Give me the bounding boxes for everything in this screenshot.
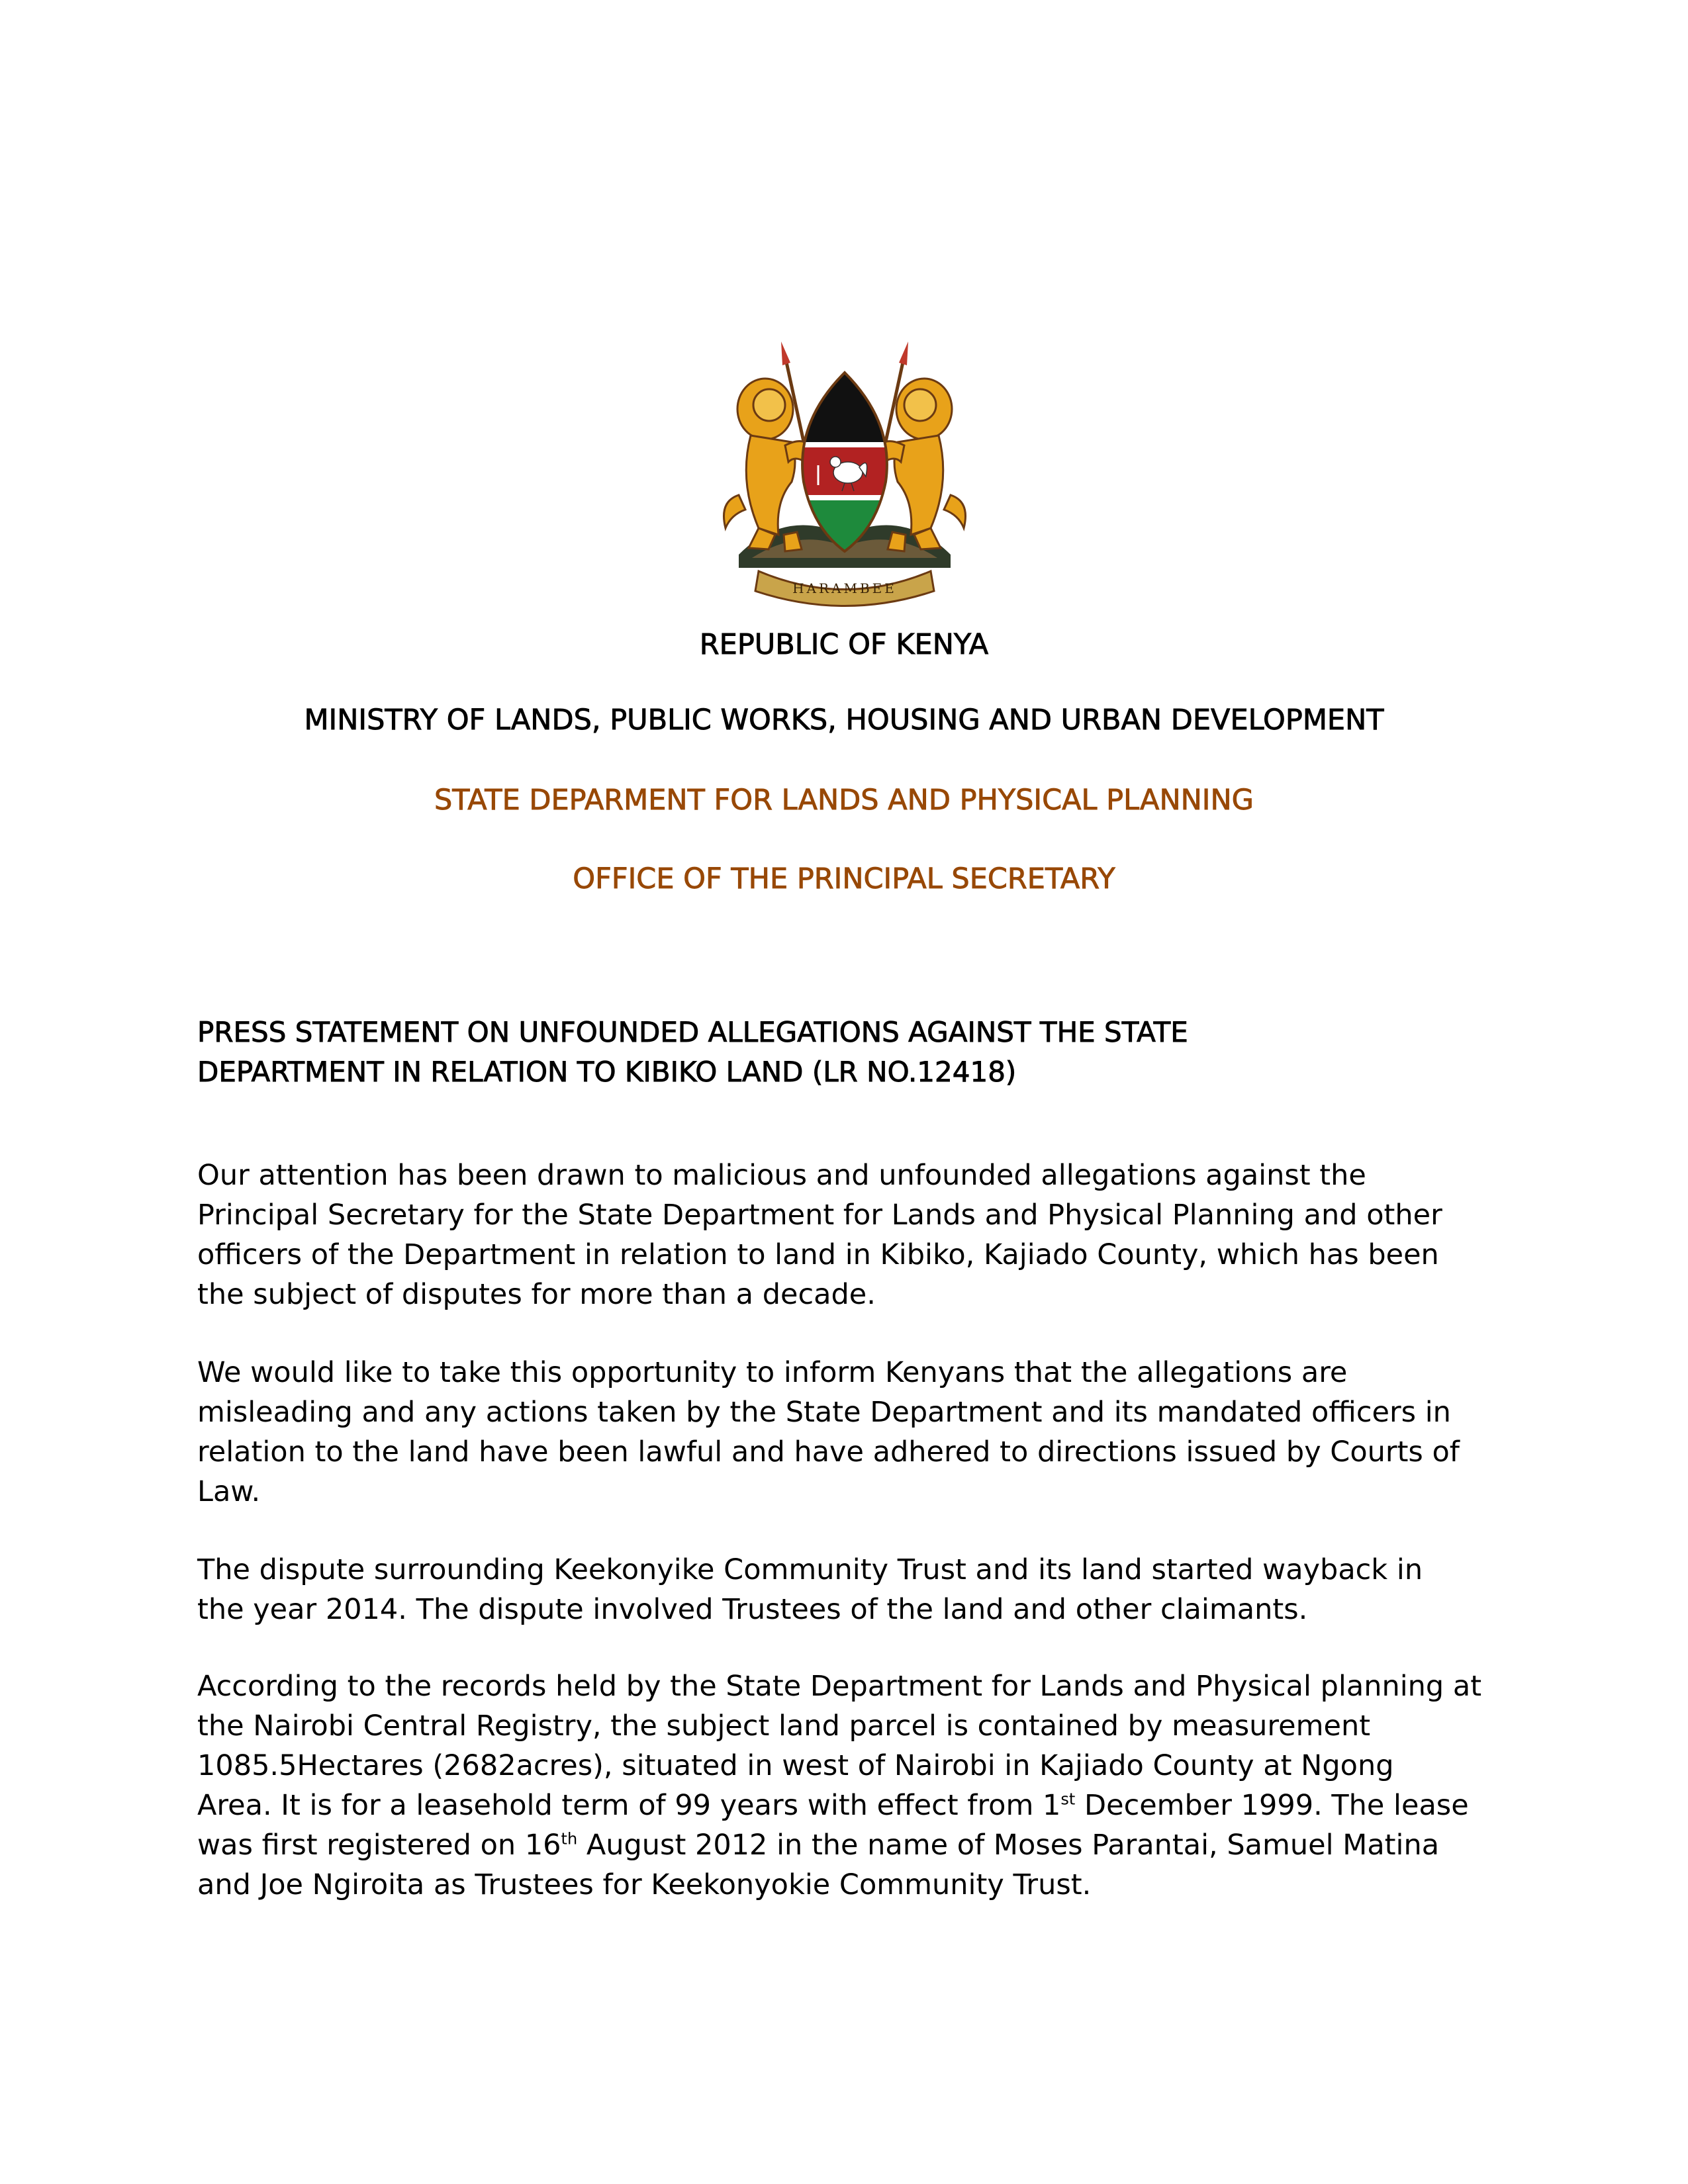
ministry-heading: MINISTRY OF LANDS, PUBLIC WORKS, HOUSING AND URBAN DEVELOPMENT: [304, 704, 1384, 737]
text-line: Principal Secretary for the State Department for Lands and Physical Planning and other: [197, 1199, 1442, 1232]
text-line: [197, 1786, 1508, 1825]
motto-text: HARAMBEE: [792, 580, 897, 596]
text-line: According to the records held by the State Department for Lands and Physical planning at: [197, 1670, 1482, 1703]
text-line: 1085.5Hectares (2682acres), situated in west of Nairobi in Kajiado County at Ngong: [197, 1749, 1394, 1782]
text-fragment: Area. It is for a leasehold term of 99 years with effect from 1: [197, 1789, 1061, 1822]
office-heading: OFFICE OF THE PRINCIPAL SECRETARY: [573, 862, 1115, 895]
text-line: We would like to take this opportunity to inform Kenyans that the allegations are: [197, 1356, 1348, 1389]
text-line: relation to the land have been lawful and have adhered to directions issued by Courts of: [197, 1435, 1460, 1469]
press-statement-title: [197, 1013, 1495, 1092]
text-fragment: August 2012 in the name of Moses Parantai, Samuel Matina: [577, 1829, 1440, 1862]
text-fragment: was first registered on 16: [197, 1829, 561, 1862]
text-fragment: December 1999. The lease: [1075, 1789, 1469, 1822]
text-line: Law.: [197, 1475, 261, 1508]
text-line: the Nairobi Central Registry, the subject land parcel is contained by measurement: [197, 1709, 1371, 1743]
text-line: the subject of disputes for more than a decade.: [197, 1278, 876, 1311]
paragraph-allegations: [197, 1353, 1508, 1512]
text-line: Our attention has been drawn to malicious and unfounded allegations against the: [197, 1159, 1366, 1192]
ordinal-suffix: th: [561, 1829, 578, 1848]
title-line: PRESS STATEMENT ON UNFOUNDED ALLEGATIONS AGAINST THE STATE: [197, 1016, 1188, 1048]
text-line: The dispute surrounding Keekonyike Community Trust and its land started wayback in: [197, 1553, 1423, 1586]
ordinal-suffix: st: [1060, 1790, 1076, 1809]
department-heading: STATE DEPARMENT FOR LANDS AND PHYSICAL PLANNING: [434, 784, 1254, 817]
title-line: DEPARTMENT IN RELATION TO KIBIKO LAND (LR NO.12418): [197, 1056, 1017, 1088]
text-line: and Joe Ngiroita as Trustees for Keekonyokie Community Trust.: [197, 1868, 1092, 1901]
text-line: officers of the Department in relation to land in Kibiko, Kajiado County, which has been: [197, 1238, 1439, 1271]
text-line: misleading and any actions taken by the State Department and its mandated officers in: [197, 1396, 1451, 1429]
text-line: [197, 1825, 1508, 1865]
kenya-coat-of-arms-icon: [712, 336, 977, 608]
paragraph-attention: [197, 1156, 1508, 1314]
paragraph-records: [197, 1666, 1508, 1905]
paragraph-dispute: [197, 1550, 1508, 1629]
country-heading: REPUBLIC OF KENYA: [699, 628, 989, 661]
text-line: the year 2014. The dispute involved Trustees of the land and other claimants.: [197, 1593, 1308, 1626]
